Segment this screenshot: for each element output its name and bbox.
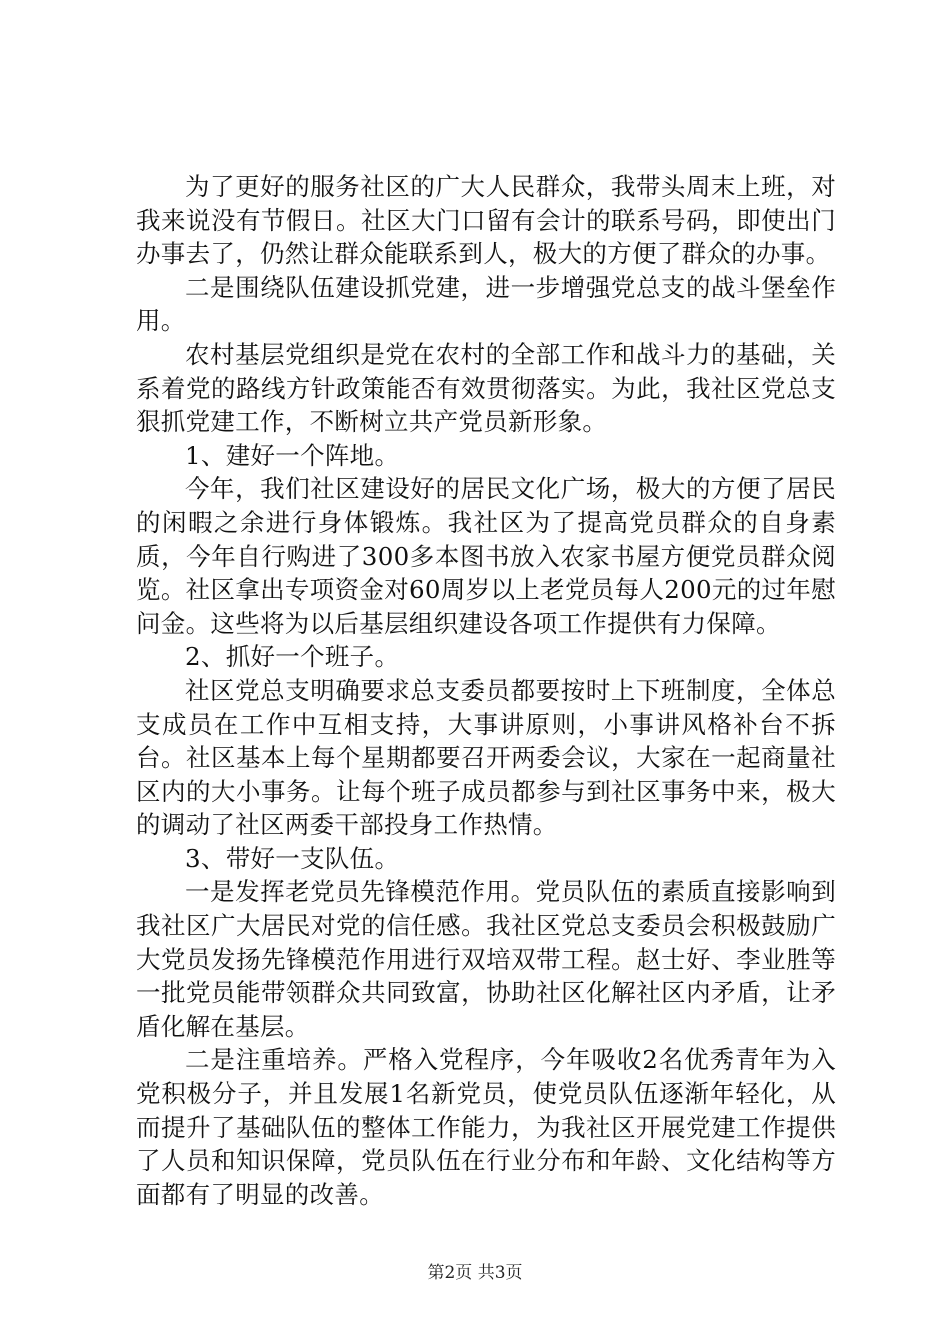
section-heading: 二是围绕队伍建设抓党建，进一步增强党总支的战斗堡垒作用。 bbox=[136, 272, 836, 336]
subsection-heading: 3、带好一支队伍。 bbox=[185, 843, 400, 873]
paragraph: 二是注重培养。严格入党程序，今年吸收2名优秀青年为入党积极分子，并且发展1名新党员，使党员队伍逐渐年轻化，从而提升了基础队伍的整体工作能力，为我社区开展党建工作提供了人员和知识保障，党员队伍在行业分布和年龄、文化结构等方面都有了明显的改善。 bbox=[136, 1045, 837, 1209]
paragraph: 一是发挥老党员先锋模范作用。党员队伍的素质直接影响到我社区广大居民对党的信任感。我社区党总支委员会积极鼓励广大党员发扬先锋模范作用进行双培双带工程。赵士好、李业胜等一批党员能带领群众共同致富，协助社区化解社区内矛盾，让矛盾化解在基层。 bbox=[136, 877, 836, 1041]
paragraph: 今年，我们社区建设好的居民文化广场，极大的方便了居民的闲暇之余进行身体锻炼。我社区为了提高党员群众的自身素质，今年自行购进了300多本图书放入农家书屋方便党员群众阅览。社区拿出专项资金对60周岁以上老党员每人200元的过年慰问金。这些将为以后基层组织建设各项工作提供有力保障。 bbox=[136, 474, 836, 638]
paragraph: 农村基层党组织是党在农村的全部工作和战斗力的基础，关系着党的路线方针政策能否有效贯彻落实。为此，我社区党总支狠抓党建工作，不断树立共产党员新形象。 bbox=[136, 339, 836, 437]
paragraph: 为了更好的服务社区的广大人民群众，我带头周末上班，对我来说没有节假日。社区大门口留有会计的联系号码，即使出门办事去了，仍然让群众能联系到人，极大的方便了群众的办事。 bbox=[136, 172, 836, 269]
page-number-footer: 第2页 共3页 bbox=[427, 1263, 523, 1283]
subsection-heading: 1、建好一个阵地。 bbox=[185, 440, 400, 470]
document-body bbox=[136, 170, 836, 1211]
paragraph: 社区党总支明确要求总支委员都要按时上下班制度，全体总支成员在工作中互相支持，大事讲原则，小事讲风格补台不拆台。社区基本上每个星期都要召开两委会议，大家在一起商量社区内的大小事务。让每个班子成员都参与到社区事务中来，极大的调动了社区两委干部投身工作热情。 bbox=[136, 675, 836, 840]
subsection-heading: 2、抓好一个班子。 bbox=[185, 642, 400, 672]
